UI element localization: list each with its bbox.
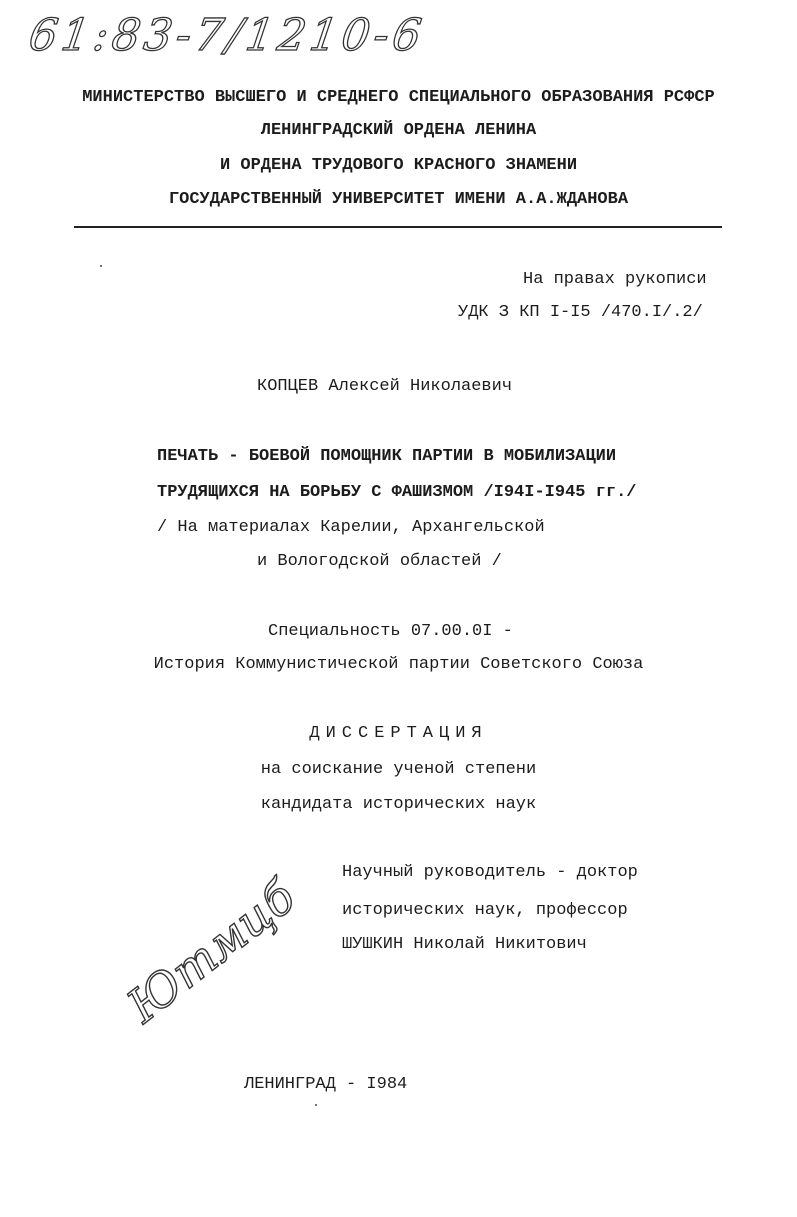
supervisor-line-2: исторических наук, профессор [342,901,628,920]
archive-number: 61:83-7/1210-6 [25,10,429,61]
supervisor-name: ШУШКИН Николай Никитович [342,935,587,954]
university-line-1: ЛЕНИНГРАДСКИЙ ОРДЕНА ЛЕНИНА [260,121,537,140]
title-line-3: / На материалах Карелии, Архангельской [157,518,545,537]
archive-number-handwriting [25,4,429,64]
author-signature [100,869,306,1033]
specialty-name: История Коммунистической партии Советского Союза [153,655,644,674]
university-line-3: ГОСУДАРСТВЕННЫЙ УНИВЕРСИТЕТ ИМЕНИ А.А.ЖДАНОВА [168,190,629,209]
udc-code: УДК З КП I-I5 /470.I/.2/ [458,303,703,322]
paper-speck [315,1104,317,1106]
title-line-1: ПЕЧАТЬ - БОЕВОЙ ПОМОЩНИК ПАРТИИ В МОБИЛИЗАЦИИ [157,447,617,466]
ministry-line: МИНИСТЕРСТВО ВЫСШЕГО И СРЕДНЕГО СПЕЦИАЛЬНОГО ОБРАЗОВАНИЯ РСФСР [82,88,715,107]
title-line-2: ТРУДЯЩИХСЯ НА БОРЬБУ С ФАШИЗМОМ /I94I-I945 гг./ [157,483,637,502]
degree-line-1: на соискание ученой степени [260,760,537,779]
degree-line-2: кандидата исторических наук [260,795,537,814]
specialty-code: Специальность 07.00.0I - [268,622,513,641]
header-divider [74,226,722,228]
title-line-4: и Вологодской областей / [257,552,502,571]
author-name: КОПЦЕВ Алексей Николаевич [257,377,513,396]
university-line-2: И ОРДЕНА ТРУДОВОГО КРАСНОГО ЗНАМЕНИ [219,156,578,175]
dissertation-heading: ДИССЕРТАЦИЯ [309,724,488,743]
signature-text: Ютмцб [117,869,306,1033]
paper-speck [100,265,102,267]
supervisor-line-1: Научный руководитель - доктор [342,863,638,882]
place-year: ЛЕНИНГРАД - I984 [244,1075,408,1094]
manuscript-rights: На правах рукописи [523,270,707,289]
